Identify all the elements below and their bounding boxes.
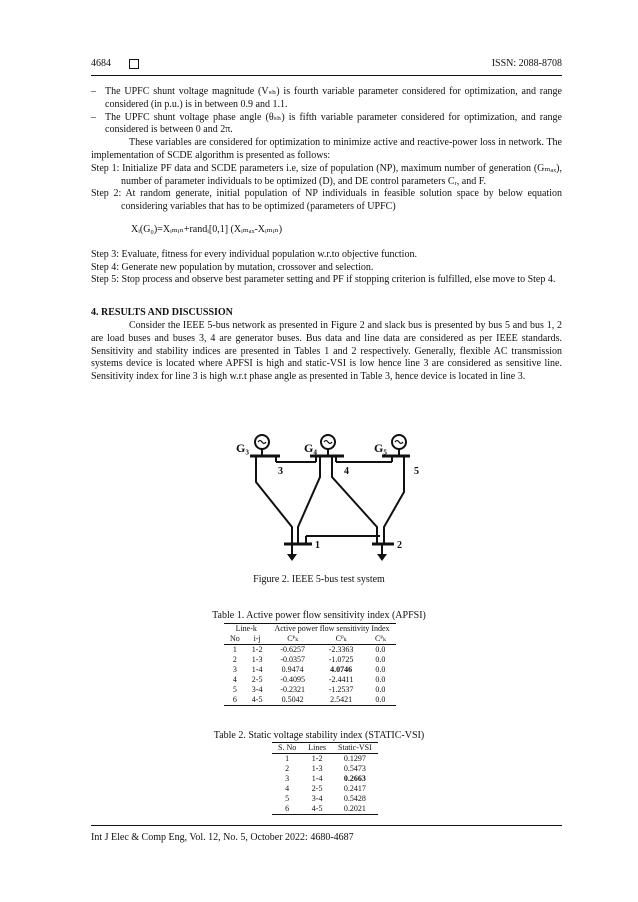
figure-5-bus-diagram bbox=[232, 432, 419, 562]
cell: 4-5 bbox=[311, 804, 323, 813]
cell: 0.0 bbox=[375, 645, 386, 654]
cell: 0.5042 bbox=[281, 695, 304, 704]
cell: 0.0 bbox=[375, 675, 386, 684]
bus-label: 2 bbox=[397, 540, 402, 551]
cell: 3-4 bbox=[311, 794, 323, 803]
cell: 2 bbox=[232, 655, 237, 664]
table-header: Cᴾₖ bbox=[335, 634, 347, 643]
cell: 2-5 bbox=[311, 784, 323, 793]
table1 bbox=[224, 623, 396, 706]
cell: -1.2537 bbox=[328, 685, 354, 694]
cell: -0.6257 bbox=[280, 645, 305, 654]
header-rule bbox=[91, 75, 562, 76]
step-1: Step 1: Initialize PF data and SCDE parameters i.e, size of population (NP), maximum number of generation (Gₘₐₓ), number of parameter individuals to be optimized (D), and DE control parameters Cᵣ, and F. bbox=[91, 162, 562, 187]
cell: 6 bbox=[232, 695, 237, 704]
cell: 1-3 bbox=[251, 655, 263, 664]
table-row bbox=[224, 665, 396, 675]
cell: 5 bbox=[232, 685, 237, 694]
table-header: Cᴾₖ bbox=[374, 634, 386, 643]
cell: 0.1297 bbox=[343, 754, 366, 763]
table-header: S. No bbox=[278, 743, 297, 752]
cell: 1-3 bbox=[311, 764, 323, 773]
table-row bbox=[272, 804, 378, 815]
cell: 4-5 bbox=[251, 695, 263, 704]
page-number: 4684 bbox=[91, 58, 111, 69]
load-arrow-icon bbox=[377, 554, 387, 561]
paragraph: These variables are considered for optimization to minimize active and reactive-power loss in network. The implementation of SCDE algorithm is presented as follows: bbox=[91, 137, 562, 161]
table-header: Line-k bbox=[235, 624, 257, 633]
table-header: No bbox=[230, 634, 240, 643]
cell: 0.0 bbox=[375, 685, 386, 694]
cell: 0.5473 bbox=[343, 764, 366, 773]
cell: 4 bbox=[232, 675, 237, 684]
step-4: Step 4: Generate new population by mutation, crossover and selection. bbox=[91, 261, 374, 273]
gen-label-g4: G₄ bbox=[304, 441, 317, 455]
page-header bbox=[91, 58, 562, 69]
table-row bbox=[272, 784, 378, 794]
cell: 1 bbox=[285, 754, 290, 763]
cell-highlight: 0.2663 bbox=[343, 774, 366, 783]
table-header: i-j bbox=[253, 634, 261, 643]
bullet-text: The UPFC shunt voltage magnitude (Vₛₕ) is fourth variable parameter considered for optimization, and range considered (in p.u.) is in between 0.9 and 1.1. bbox=[105, 86, 562, 110]
cell: 5 bbox=[285, 794, 290, 803]
table2-caption: Table 2. Static voltage stability index (STATIC-VSI) bbox=[213, 730, 425, 741]
step-3: Step 3: Evaluate, fitness for every individual population w.r.to objective function. bbox=[91, 248, 417, 260]
table-row bbox=[224, 675, 396, 685]
cell: 0.5428 bbox=[343, 794, 366, 803]
table2 bbox=[272, 742, 378, 815]
cell: -1.0725 bbox=[328, 655, 354, 664]
cell: -0.2321 bbox=[280, 685, 305, 694]
cell: 1-4 bbox=[311, 774, 323, 783]
cell: 0.0 bbox=[375, 655, 386, 664]
cell: 0.2021 bbox=[343, 804, 366, 813]
footer-rule bbox=[91, 825, 562, 826]
step-5: Step 5: Stop process and observe best parameter setting and PF if stopping criterion is fulfilled, else move to Step 4. bbox=[91, 274, 556, 286]
cell: -0.4095 bbox=[280, 675, 305, 684]
cell: 3 bbox=[285, 774, 290, 783]
bus-label: 4 bbox=[344, 466, 349, 477]
table-row bbox=[272, 794, 378, 804]
bus-diagram-svg bbox=[232, 432, 419, 562]
page-footer: Int J Elec & Comp Eng, Vol. 12, No. 5, October 2022: 4680-4687 bbox=[91, 832, 354, 843]
cell: 4 bbox=[285, 784, 290, 793]
cell: 0.2417 bbox=[343, 784, 366, 793]
cell: 6 bbox=[285, 804, 290, 813]
table-row bbox=[224, 645, 396, 656]
table-row bbox=[272, 774, 378, 784]
cell-highlight: 4.0746 bbox=[330, 665, 353, 674]
cell: 2.5421 bbox=[330, 695, 353, 704]
equation: Xᵢ(G₀)=Xᵢₘᵢₙ+randᵢ[0,1] (Xᵢₘₐₓ-Xᵢₘᵢₙ) bbox=[131, 223, 283, 235]
table-row bbox=[272, 754, 378, 765]
cell: 1-2 bbox=[311, 754, 323, 763]
gen-label-g5: G₅ bbox=[374, 441, 387, 455]
bullet-text: The UPFC shunt voltage phase angle (θₛₕ) is fifth variable parameter considered for optimization, and range considered is between 0 and 2π. bbox=[105, 111, 562, 136]
bullet-item: – The UPFC shunt voltage magnitude (Vₛₕ) is fourth variable parameter considered for optimization, and range considered (in p.u.) is in between 0.9 and 1.1. bbox=[91, 86, 562, 110]
cell: 1 bbox=[232, 645, 237, 654]
cell: 0.9474 bbox=[281, 665, 304, 674]
issn: ISSN: 2088-8708 bbox=[491, 58, 562, 69]
table-row bbox=[224, 685, 396, 695]
section-title: 4. RESULTS AND DISCUSSION bbox=[91, 307, 233, 319]
square-bullet-icon bbox=[129, 59, 139, 69]
load-arrow-icon bbox=[287, 554, 297, 561]
cell: -0.0357 bbox=[280, 655, 305, 664]
cell: 2 bbox=[285, 764, 290, 773]
bus-label: 3 bbox=[278, 466, 283, 477]
table-row bbox=[224, 695, 396, 706]
step-2: Step 2: At random generate, initial population of NP individuals in feasible solution space by below equation considering variables that has to be optimized (parameters of UPFC) bbox=[91, 188, 562, 213]
cell: 3-4 bbox=[251, 685, 263, 694]
table-row bbox=[272, 764, 378, 774]
cell: 0.0 bbox=[375, 695, 386, 704]
paragraph: Consider the IEEE 5-bus network as presented in Figure 2 and slack bus is presented by bus 5 and bus 1, 2 are load buses and buses 3, 4 are generator buses. Bus data and line data are considered as per IEEE standards. Sensitivity and stability indices are presented in Tables 1 and 2 respectively. Generally, flexible AC transmission systems device is located where APFSI is high and static-VSI is low hence line 3 are considered as sensitive line. Sensitivity index for line 3 is high w.r.t phase angle as presented in Table 3, hence device is located in line 3. bbox=[91, 319, 562, 383]
bus-label: 5 bbox=[414, 466, 419, 477]
figure-caption: Figure 2. IEEE 5-bus test system bbox=[253, 574, 385, 585]
cell: -2.4411 bbox=[328, 675, 354, 684]
bullet-item: – The UPFC shunt voltage phase angle (θₛₕ) is fifth variable parameter considered for optimization, and range considered is between 0 and 2π. bbox=[91, 111, 562, 136]
cell: 3 bbox=[232, 665, 237, 674]
body-text bbox=[91, 86, 562, 384]
bus-label: 1 bbox=[315, 540, 320, 551]
table-header: Cᴾₖ bbox=[287, 634, 299, 643]
cell: 2-5 bbox=[251, 675, 263, 684]
cell: 0.0 bbox=[375, 665, 386, 674]
table1-caption: Table 1. Active power flow sensitivity index (APFSI) bbox=[212, 610, 426, 621]
cell: -2.3363 bbox=[328, 645, 354, 654]
cell: 1-4 bbox=[251, 665, 263, 674]
table-row bbox=[224, 655, 396, 665]
table-header: Static-VSI bbox=[338, 743, 372, 752]
cell: 1-2 bbox=[251, 645, 263, 654]
table-header: Active power flow sensitivity Index bbox=[274, 624, 390, 633]
table-header: Lines bbox=[308, 743, 327, 752]
gen-label-g3: G₃ bbox=[236, 441, 249, 455]
